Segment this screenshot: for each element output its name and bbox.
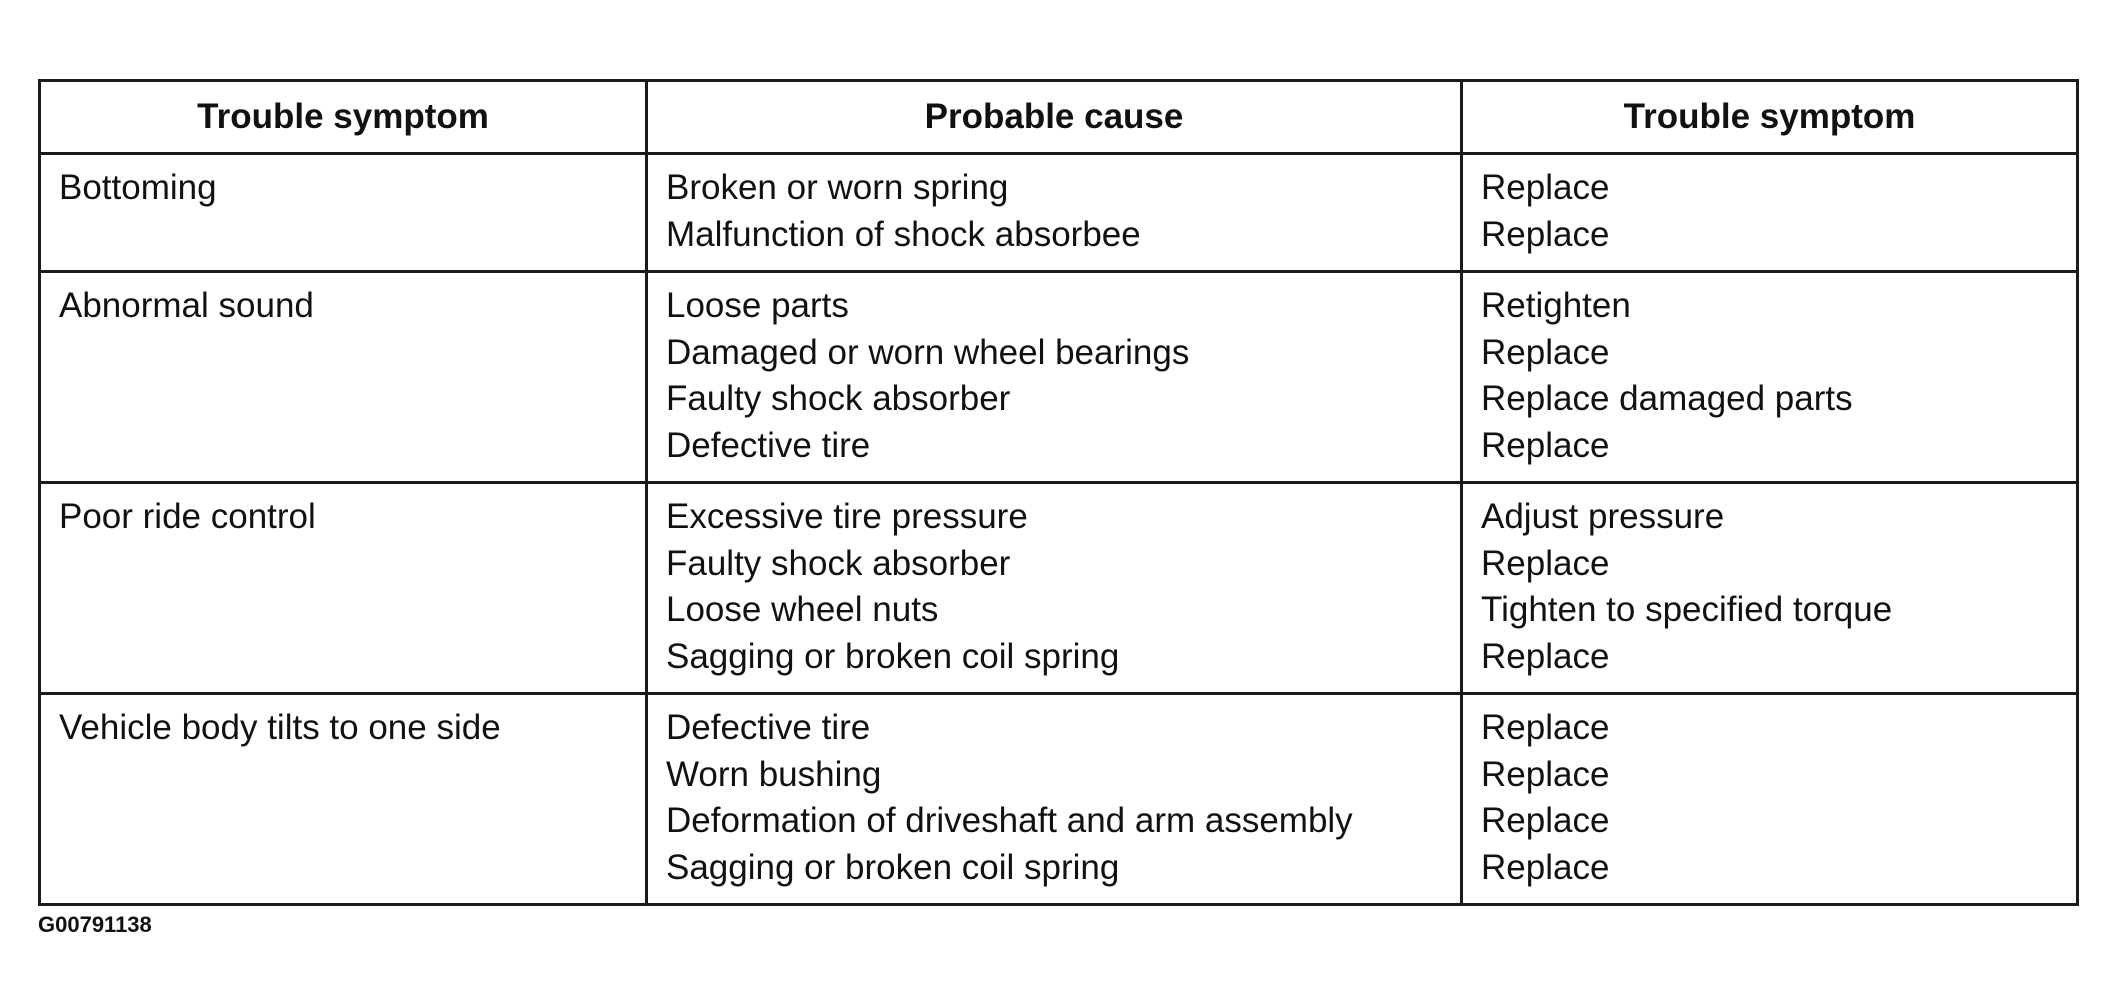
remedy-text: Replace damaged parts	[1481, 379, 1853, 418]
symptom-cell	[41, 695, 648, 903]
cause-text: Faulty shock absorber	[666, 379, 1011, 418]
cause-text: Malfunction of shock absorbee	[666, 214, 1141, 254]
header-probable-cause: Probable cause	[648, 82, 1463, 152]
symptom-cell	[41, 273, 648, 481]
table-row	[41, 481, 2076, 692]
symptom-cell	[41, 155, 648, 270]
cause-cell	[648, 273, 1463, 481]
remedy-text: Replace	[1481, 543, 1610, 583]
cause-text: Broken or worn spring	[666, 168, 1009, 207]
symptom-text: Bottoming	[59, 168, 217, 207]
symptom-text: Poor ride control	[59, 497, 316, 536]
remedy-text: Replace	[1481, 168, 1610, 207]
remedy-text: Replace	[1481, 332, 1610, 372]
remedy-text: Replace	[1481, 636, 1610, 676]
header-remedy: Trouble symptom	[1623, 97, 1916, 136]
cause-text: Deformation of driveshaft and arm assembly	[666, 801, 1353, 840]
cause-text: Faulty shock absorber	[666, 543, 1011, 583]
cause-text: Damaged or worn wheel bearings	[666, 332, 1190, 372]
table-row	[41, 692, 2076, 903]
table-row	[41, 270, 2076, 481]
remedy-text: Adjust pressure	[1481, 497, 1725, 536]
symptom-cell	[41, 484, 648, 692]
remedy-cell	[1463, 273, 2076, 481]
cause-cell	[648, 155, 1463, 270]
remedy-text: Replace	[1481, 801, 1610, 840]
remedy-text: Replace	[1481, 754, 1610, 794]
cause-text: Worn bushing	[666, 754, 882, 794]
symptom-text: Abnormal sound	[59, 286, 314, 325]
remedy-text: Replace	[1481, 425, 1610, 465]
remedy-text: Replace	[1481, 214, 1610, 254]
cause-text: Defective tire	[666, 708, 871, 747]
cause-text: Sagging or broken coil spring	[666, 847, 1120, 887]
cause-cell	[648, 484, 1463, 692]
cause-text: Excessive tire pressure	[666, 497, 1028, 536]
table-header-row	[41, 82, 2076, 152]
cause-text: Loose parts	[666, 286, 849, 325]
remedy-text: Replace	[1481, 708, 1610, 747]
remedy-cell	[1463, 695, 2076, 903]
symptom-text: Vehicle body tilts to one side	[59, 708, 501, 747]
header-trouble-symptom: Trouble symptom	[41, 82, 648, 152]
figure-id: G00791138	[38, 912, 152, 937]
cause-cell	[648, 695, 1463, 903]
remedy-text: Retighten	[1481, 286, 1631, 325]
cause-text: Sagging or broken coil spring	[666, 636, 1120, 676]
table-row	[41, 152, 2076, 270]
cause-text: Defective tire	[666, 425, 871, 465]
remedy-text: Tighten to specified torque	[1481, 590, 1893, 629]
troubleshooting-table	[38, 79, 2079, 906]
remedy-text: Replace	[1481, 847, 1610, 887]
remedy-cell	[1463, 484, 2076, 692]
remedy-cell	[1463, 155, 2076, 270]
cause-text: Loose wheel nuts	[666, 590, 939, 629]
